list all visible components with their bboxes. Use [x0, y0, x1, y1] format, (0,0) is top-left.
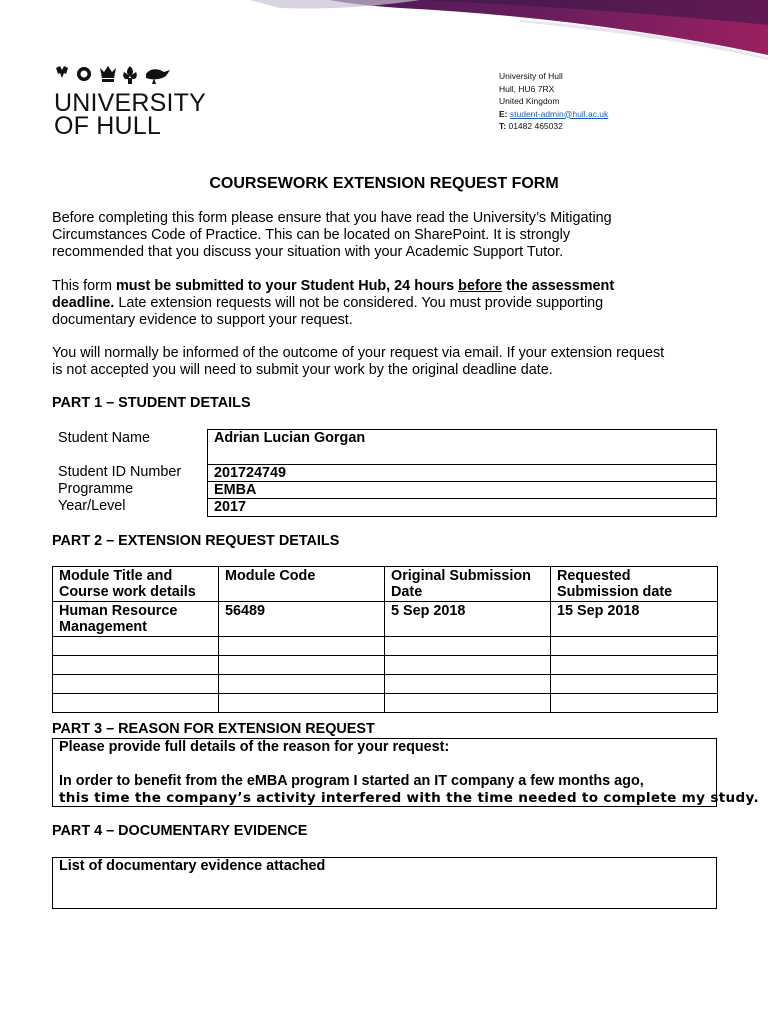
extension-request-table	[52, 566, 718, 713]
part4-heading: PART 4 – DOCUMENTARY EVIDENCE	[52, 823, 308, 839]
module-code-cell[interactable]: 56489	[219, 602, 385, 637]
reason-line-2: this time the company’s activity interfered with the time needed to complete my study.	[59, 790, 759, 806]
empty-cell[interactable]	[53, 656, 219, 675]
phone-number: 01482 465032	[508, 121, 563, 131]
empty-cell[interactable]	[53, 637, 219, 656]
evidence-prompt: List of documentary evidence attached	[59, 858, 326, 874]
empty-cell[interactable]	[551, 675, 718, 694]
reason-line-1: In order to benefit from the eMBA program I started an IT company a few months ago,	[59, 773, 644, 789]
email-label: E:	[499, 108, 508, 119]
empty-cell[interactable]	[219, 656, 385, 675]
phone-label: T:	[499, 121, 507, 131]
year-level-field[interactable]	[207, 498, 717, 517]
empty-cell[interactable]	[551, 694, 718, 713]
table-row-empty	[53, 694, 718, 713]
university-address	[499, 70, 608, 133]
student-id-value: 201724749	[214, 465, 287, 481]
header-banner	[0, 0, 768, 60]
table-row-empty	[53, 675, 718, 694]
intro-paragraph: Before completing this form please ensure that you have read the University’s Mitigating Circumstances Code of Practice. This can be located on SharePoint. It is strongly recommended that you discuss your situation with your Academic Support Tutor.	[52, 210, 612, 260]
submission-paragraph: This form must be submitted to your Student Hub, 24 hours before the assessment deadline. Late extension requests will not be considered. You must provide supporting documentary evidence to support your request.	[52, 278, 615, 328]
year-level-label: Year/Level	[58, 498, 126, 514]
year-level-value: 2017	[214, 499, 247, 515]
part2-heading: PART 2 – EXTENSION REQUEST DETAILS	[52, 533, 340, 549]
part1-heading: PART 1 – STUDENT DETAILS	[52, 395, 251, 411]
module-title-cell[interactable]: Human Resource Management	[53, 602, 219, 637]
empty-cell[interactable]	[53, 675, 219, 694]
part3-heading: PART 3 – REASON FOR EXTENSION REQUEST	[52, 721, 375, 737]
form-title: COURSEWORK EXTENSION REQUEST FORM	[209, 175, 559, 192]
column-header-module-code: Module Code	[219, 567, 385, 602]
empty-cell[interactable]	[385, 694, 551, 713]
original-date-cell[interactable]: 5 Sep 2018	[385, 602, 551, 637]
student-name-value: Adrian Lucian Gorgan	[214, 430, 366, 446]
university-logo-text: UNIVERSITY OF HULL	[54, 89, 207, 140]
column-header-requested-date: Requested Submission date	[551, 567, 718, 602]
empty-cell[interactable]	[219, 637, 385, 656]
programme-value: EMBA	[214, 482, 257, 498]
address-email-row	[499, 108, 608, 121]
requested-date-cell[interactable]: 15 Sep 2018	[551, 602, 718, 637]
outcome-paragraph: You will normally be informed of the outcome of your request via email. If your extension request is not accepted you will need to submit your work by the original deadline date.	[52, 345, 665, 378]
empty-cell[interactable]	[551, 637, 718, 656]
address-line-3: United Kingdom	[499, 96, 560, 106]
empty-cell[interactable]	[219, 675, 385, 694]
student-name-label: Student Name	[58, 430, 150, 446]
student-id-label: Student ID Number	[58, 464, 182, 480]
programme-label: Programme	[58, 481, 134, 497]
table-row-empty	[53, 656, 718, 675]
table-row-empty	[53, 637, 718, 656]
programme-field[interactable]	[207, 481, 717, 499]
email-link[interactable]: student-admin@hull.ac.uk	[509, 108, 609, 119]
empty-cell[interactable]	[385, 675, 551, 694]
column-header-module-title: Module Title and Course work details	[53, 567, 219, 602]
empty-cell[interactable]	[385, 656, 551, 675]
address-line-1: University of Hull	[499, 71, 563, 81]
empty-cell[interactable]	[219, 694, 385, 713]
address-line-2: Hull, HU6 7RX	[499, 83, 555, 94]
table-row	[53, 602, 718, 637]
empty-cell[interactable]	[551, 656, 718, 675]
column-header-original-date: Original Submission Date	[385, 567, 551, 602]
address-phone-row	[499, 120, 608, 133]
empty-cell[interactable]	[53, 694, 219, 713]
reason-prompt: Please provide full details of the reason for your request:	[59, 739, 450, 755]
empty-cell[interactable]	[385, 637, 551, 656]
table-header-row	[53, 567, 718, 602]
university-crest-icon	[54, 64, 174, 86]
